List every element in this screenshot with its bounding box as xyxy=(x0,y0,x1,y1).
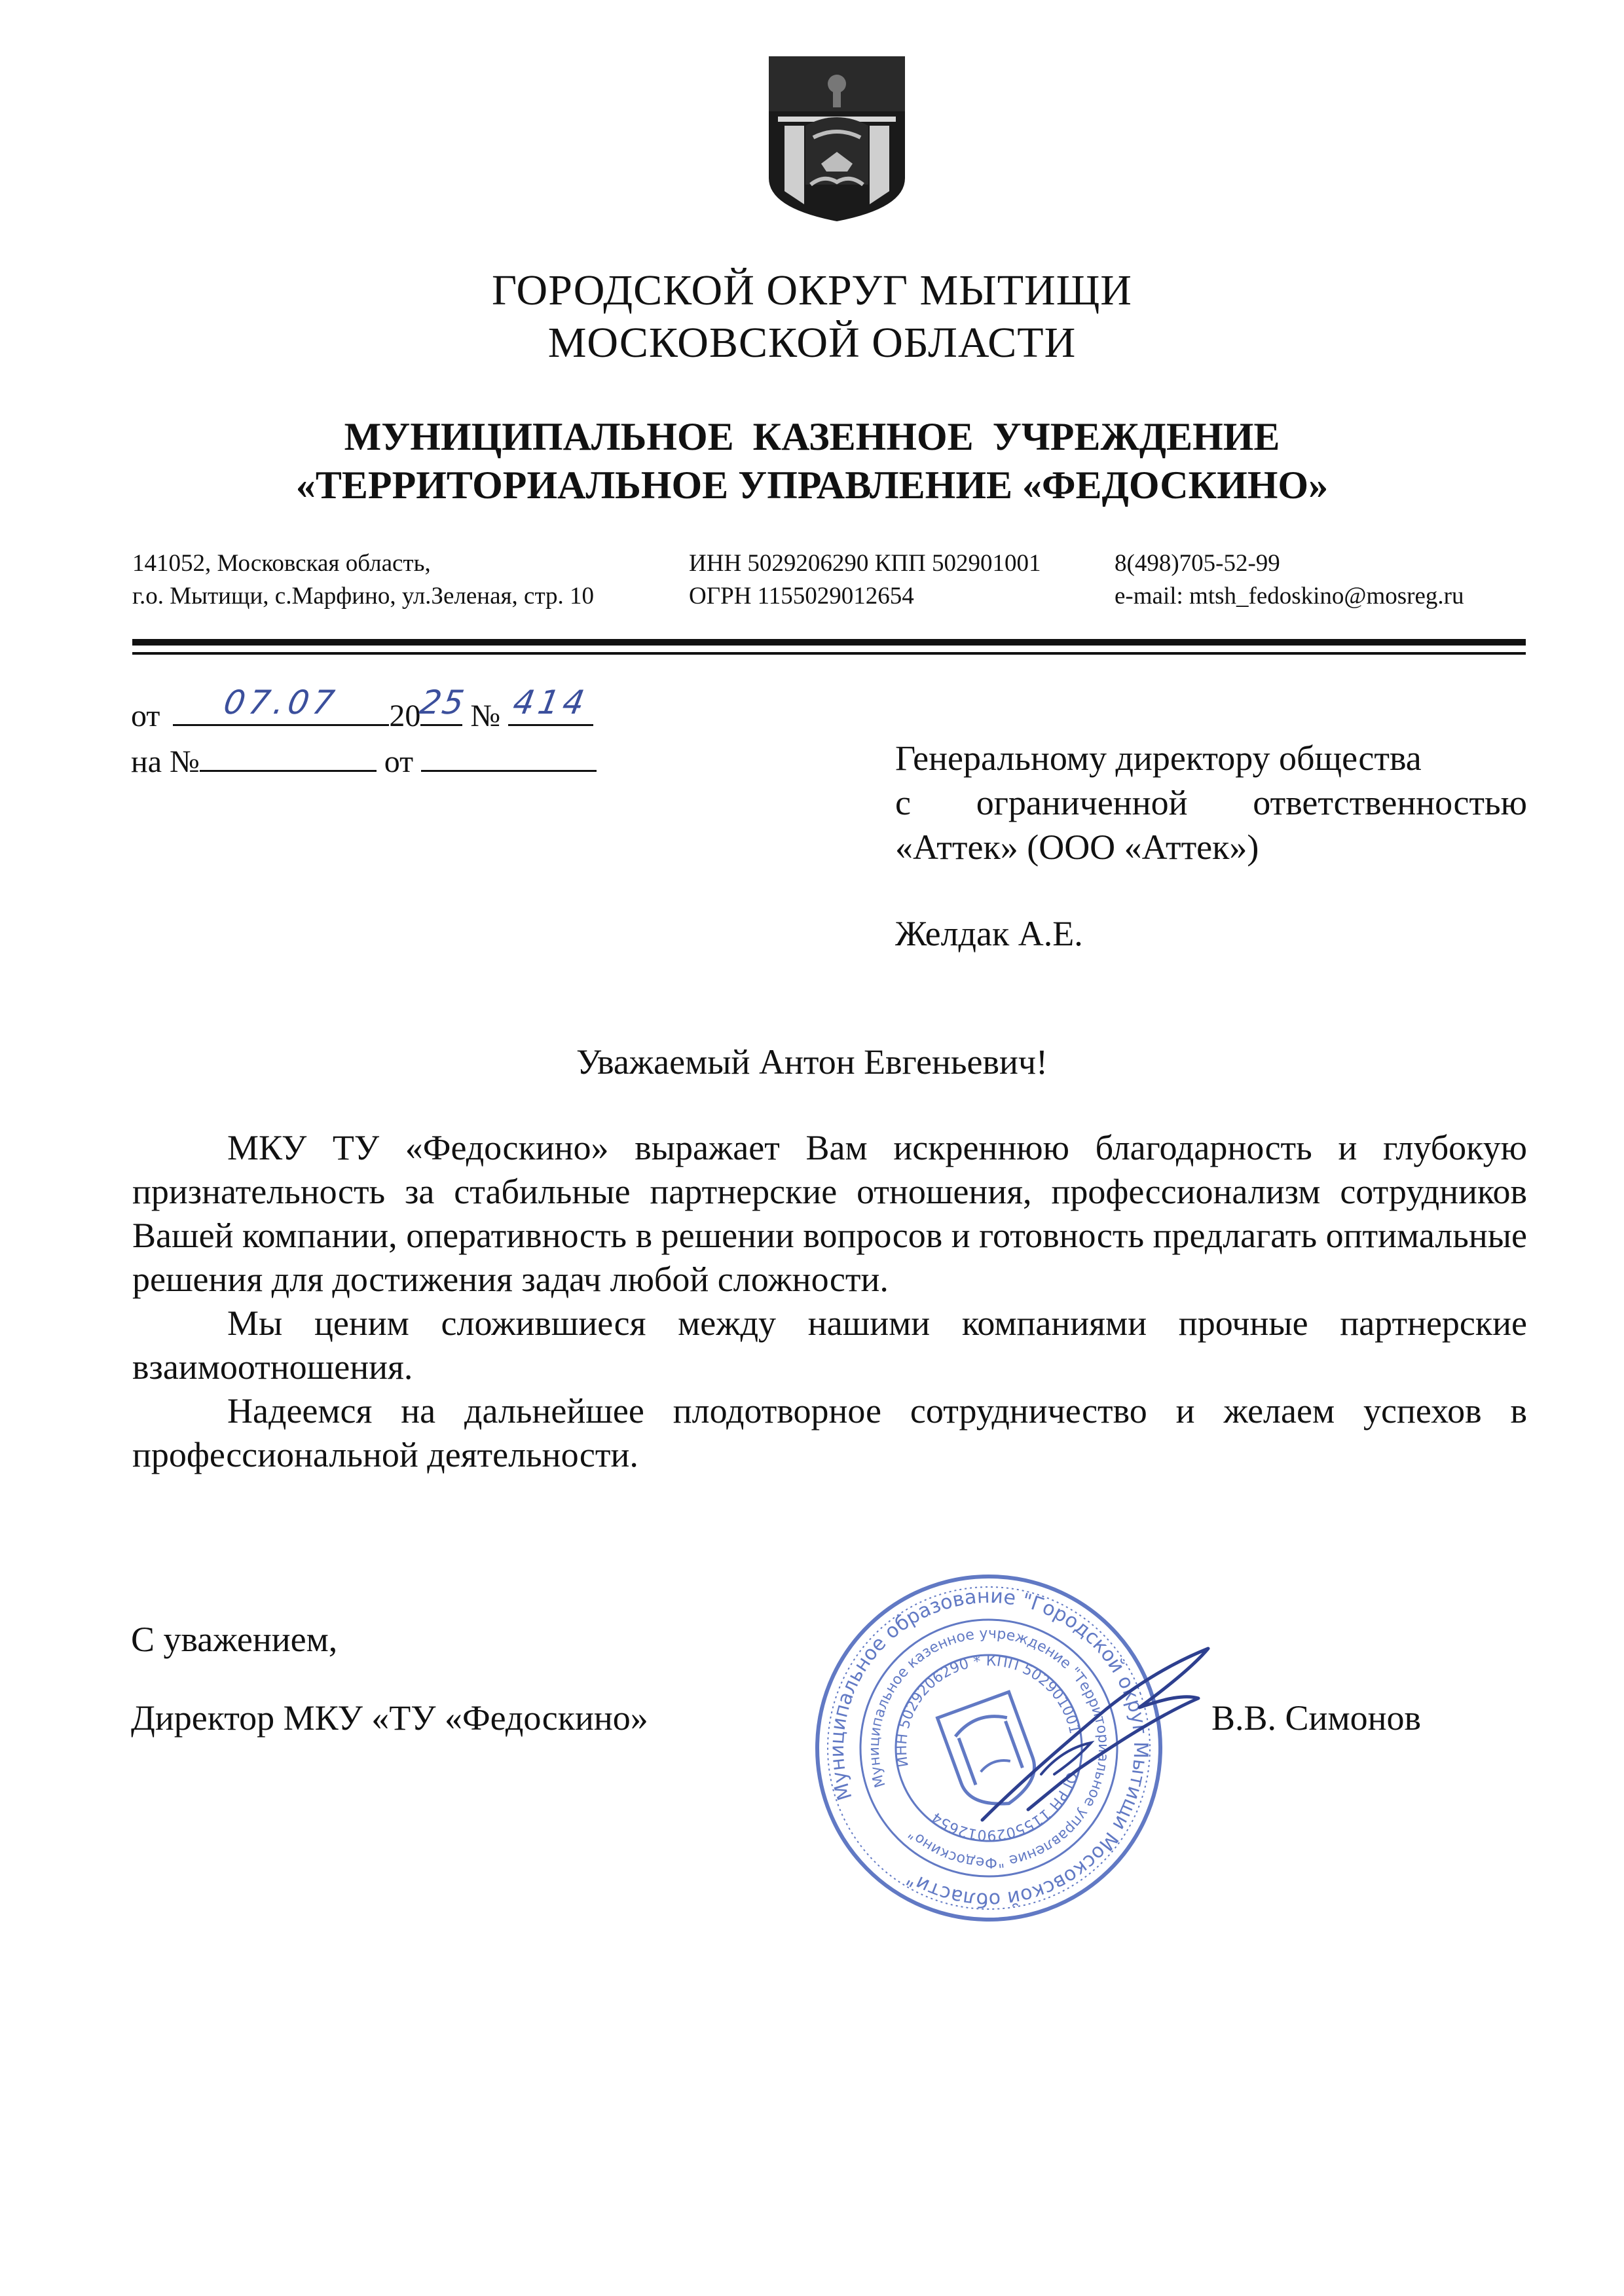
reference-line-outgoing xyxy=(131,683,593,735)
year-blank xyxy=(417,683,469,726)
inn-kpp: ИНН 5029206290 КПП 502901001 xyxy=(689,550,1041,577)
date-blank xyxy=(173,683,389,726)
reference-line-reply xyxy=(131,741,597,781)
reply-label: на № xyxy=(131,744,200,779)
body-paragraph: Надеемся на дальнейшее плодотворное сотрудничество и желаем успехов в профессиональной деятельности. xyxy=(132,1391,1527,1474)
salutation: Уважаемый Антон Евгеньевич! xyxy=(576,1042,1048,1082)
handwritten-number: 414 xyxy=(510,683,591,721)
number-sign: № xyxy=(470,699,501,733)
district-title-line2: МОСКОВСКОЙ ОБЛАСТИ xyxy=(547,319,1077,367)
addressee-line2: с ограниченной ответственностью xyxy=(895,783,1527,822)
addressee-block xyxy=(895,736,1527,869)
addressee-name: Желдак А.Е. xyxy=(895,914,1083,953)
body-paragraph: МКУ ТУ «Федоскино» выражает Вам искреннюю благодарность и глубокую признательность за стабильные партнерские отношения, профессионализм сотрудников Вашей компании, оперативность в решении вопросов и готовность предлагать оптимальные решения для достижения задач любой сложности. xyxy=(132,1128,1527,1299)
stamp-inner-text: Муниципальное казенное учреждение "Территориальное управление "Федоскино" xyxy=(866,1625,1112,1871)
email: e-mail: mtsh_fedoskino@mosreg.ru xyxy=(1115,583,1464,610)
coat-of-arms-icon xyxy=(765,54,909,224)
addressee-line3: «Аттек» (ООО «Аттек») xyxy=(895,828,1259,867)
handwritten-year: 25 xyxy=(417,683,469,721)
header-divider-thick xyxy=(132,639,1526,646)
closing-regards: С уважением, xyxy=(131,1620,338,1659)
signer-name: В.В. Симонов xyxy=(1211,1698,1422,1738)
handwritten-date: 07.07 xyxy=(221,683,342,721)
ogrn: ОГРН 1155029012654 xyxy=(689,583,914,610)
reply-from-label: от xyxy=(384,744,414,779)
stamp-ogrn-text: ОГРН 1155029012654 xyxy=(929,1769,1080,1844)
district-title-line1: ГОРОДСКОЙ ОКРУГ МЫТИЩИ xyxy=(492,266,1132,314)
number-blank xyxy=(508,683,593,726)
institution-title-line1: МУНИЦИПАЛЬНОЕ КАЗЕННОЕ УЧРЕЖДЕНИЕ xyxy=(344,415,1280,458)
reply-date-blank xyxy=(421,741,597,772)
stamp-outer-text: Муниципальное образование "Городской округ Мытищи Московской области" xyxy=(825,1584,1153,1912)
phone: 8(498)705-52-99 xyxy=(1115,550,1280,577)
address-line1: 141052, Московская область, xyxy=(132,550,431,577)
letter-body xyxy=(132,1126,1527,1477)
from-label: от xyxy=(131,699,160,733)
institution-title-line2: «ТЕРРИТОРИАЛЬНОЕ УПРАВЛЕНИЕ «ФЕДОСКИНО» xyxy=(295,464,1329,507)
year-prefix: 20 xyxy=(389,699,421,733)
addressee-line1: Генеральному директору общества xyxy=(895,738,1422,778)
signer-position: Директор МКУ «ТУ «Федоскино» xyxy=(131,1698,648,1738)
handwritten-signature xyxy=(943,1630,1231,1840)
address-line2: г.о. Мытищи, с.Марфино, ул.Зеленая, стр. 10 xyxy=(132,583,595,610)
stamp-inn-text: ИНН 5029206290 * КПП 502901001 xyxy=(893,1652,1083,1768)
body-paragraph: Мы ценим сложившиеся между нашими компаниями прочные партнерские взаимоотношения. xyxy=(132,1303,1527,1387)
reply-number-blank xyxy=(200,741,377,772)
header-divider-thin xyxy=(132,652,1526,655)
